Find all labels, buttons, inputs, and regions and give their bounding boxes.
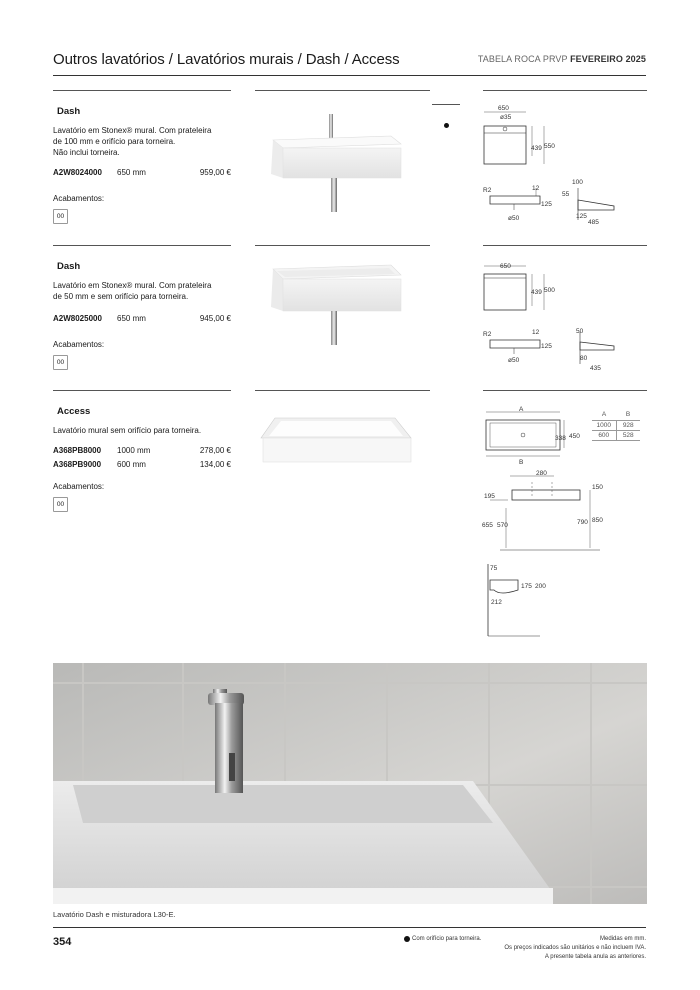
svg-text:570: 570 (497, 522, 508, 529)
dash-lifestyle-photo (53, 663, 647, 904)
dash2-top-view-drawing (478, 260, 568, 316)
access-front-drawing (480, 468, 610, 554)
access-dimensions-table: A B 1000 928 600 528 (592, 410, 640, 441)
svg-text:650: 650 (500, 263, 511, 270)
product-size: 1000 mm (117, 446, 151, 455)
svg-text:175: 175 (521, 583, 532, 590)
product-code: A368PB8000 (53, 446, 102, 455)
svg-text:150: 150 (592, 484, 603, 491)
section-divider (483, 90, 647, 91)
svg-text:ø35: ø35 (500, 114, 512, 121)
svg-text:50: 50 (576, 328, 584, 335)
section-divider (53, 245, 231, 246)
section-divider (432, 104, 460, 105)
filled-dot-icon (404, 936, 410, 942)
product-price: 945,00 € (199, 314, 231, 323)
section-divider (483, 245, 647, 246)
svg-text:80: 80 (580, 355, 588, 362)
section-divider (53, 90, 231, 91)
svg-text:650: 650 (498, 105, 509, 112)
svg-text:B: B (519, 459, 524, 466)
page-number: 354 (53, 936, 72, 948)
price-list-label: TABELA ROCA PRVP FEVEREIRO 2025 (477, 54, 646, 64)
svg-text:R2: R2 (483, 331, 492, 338)
svg-text:ø50: ø50 (508, 215, 520, 222)
svg-text:125: 125 (541, 343, 552, 350)
product-name: Dash (57, 106, 81, 117)
product-row (53, 312, 231, 326)
product-code: A368PB9000 (53, 460, 102, 469)
svg-text:200: 200 (535, 583, 546, 590)
tap-hole-marker (432, 121, 460, 131)
product-size: 650 mm (117, 168, 146, 177)
product-name: Dash (57, 261, 81, 272)
product-dash-650-shelf-50 (53, 261, 231, 370)
access-top-view-drawing (478, 404, 586, 466)
tap-hole-legend: Com orifício para torneira. (404, 936, 481, 942)
svg-text:439: 439 (531, 145, 542, 152)
product-row (53, 444, 231, 458)
svg-text:125: 125 (541, 201, 552, 208)
page-title: Outros lavatórios / Lavatórios murais / Dash / Access (53, 51, 400, 68)
product-row (53, 458, 231, 472)
product-description: Lavatório em Stonex® mural. Com prateleira de 100 mm e orifício para torneira. Não inclui torneira. (53, 126, 212, 157)
finishes-label: Acabamentos: (53, 194, 105, 203)
product-size: 600 mm (117, 460, 146, 469)
product-name: Access (57, 406, 91, 417)
product-price: 134,00 € (199, 460, 231, 469)
section-divider (255, 245, 430, 246)
svg-text:212: 212 (491, 599, 502, 606)
dash1-side-drawing (556, 176, 620, 226)
footer-divider (53, 927, 646, 928)
svg-text:450: 450 (569, 433, 580, 440)
product-price: 959,00 € (199, 168, 231, 177)
svg-text:850: 850 (592, 517, 603, 524)
svg-text:ø50: ø50 (508, 357, 520, 364)
product-photo-dash-2 (255, 255, 430, 355)
product-description: Lavatório mural sem orifício para torneira. (53, 426, 202, 435)
product-description: Lavatório em Stonex® mural. Com prateleira de 50 mm e sem orifício para torneira. (53, 281, 212, 301)
product-photo-dash-1 (255, 98, 430, 228)
svg-text:12: 12 (532, 329, 540, 336)
section-divider (483, 390, 647, 391)
product-price: 278,00 € (199, 446, 231, 455)
section-divider (53, 390, 231, 391)
finishes-label: Acabamentos: (53, 340, 105, 349)
svg-text:439: 439 (531, 289, 542, 296)
product-row (53, 166, 231, 180)
product-code: A2W8025000 (53, 314, 102, 323)
svg-text:485: 485 (588, 219, 599, 226)
finish-swatch[interactable]: 00 (53, 497, 68, 512)
product-dash-650-shelf-100 (53, 106, 231, 224)
svg-text:75: 75 (490, 565, 498, 572)
svg-text:790: 790 (577, 519, 588, 526)
svg-text:55: 55 (562, 191, 570, 198)
header-divider (53, 75, 646, 76)
svg-text:435: 435 (590, 365, 601, 372)
svg-text:195: 195 (484, 493, 495, 500)
finish-swatch[interactable]: 00 (53, 209, 68, 224)
svg-text:338: 338 (555, 435, 566, 442)
svg-text:12: 12 (532, 185, 540, 192)
svg-text:280: 280 (536, 470, 547, 477)
filled-dot-icon (444, 123, 449, 128)
product-code: A2W8024000 (53, 168, 102, 177)
dash1-top-view-drawing (478, 104, 568, 170)
svg-text:550: 550 (544, 143, 555, 150)
product-size: 650 mm (117, 314, 146, 323)
svg-text:100: 100 (572, 179, 583, 186)
svg-text:125: 125 (576, 213, 587, 220)
section-divider (255, 90, 430, 91)
dash2-side-drawing (560, 324, 620, 372)
svg-text:655: 655 (482, 522, 493, 529)
finish-swatch[interactable]: 00 (53, 355, 68, 370)
product-photo-access (255, 410, 430, 472)
svg-text:R2: R2 (483, 187, 492, 194)
section-divider (255, 390, 430, 391)
finishes-label: Acabamentos: (53, 482, 105, 491)
svg-text:A: A (519, 406, 524, 413)
footer-notes: Medidas em mm. Os preços indicados são unitários e não incluem IVA. A presente tabela anula as anteriores. (504, 936, 646, 960)
dash1-section-drawing (480, 178, 550, 224)
product-access (53, 406, 231, 512)
svg-text:500: 500 (544, 287, 555, 294)
access-side-drawing (480, 560, 550, 640)
photo-caption: Lavatório Dash e misturadora L30-E. (53, 910, 176, 919)
dash2-section-drawing (480, 324, 550, 366)
